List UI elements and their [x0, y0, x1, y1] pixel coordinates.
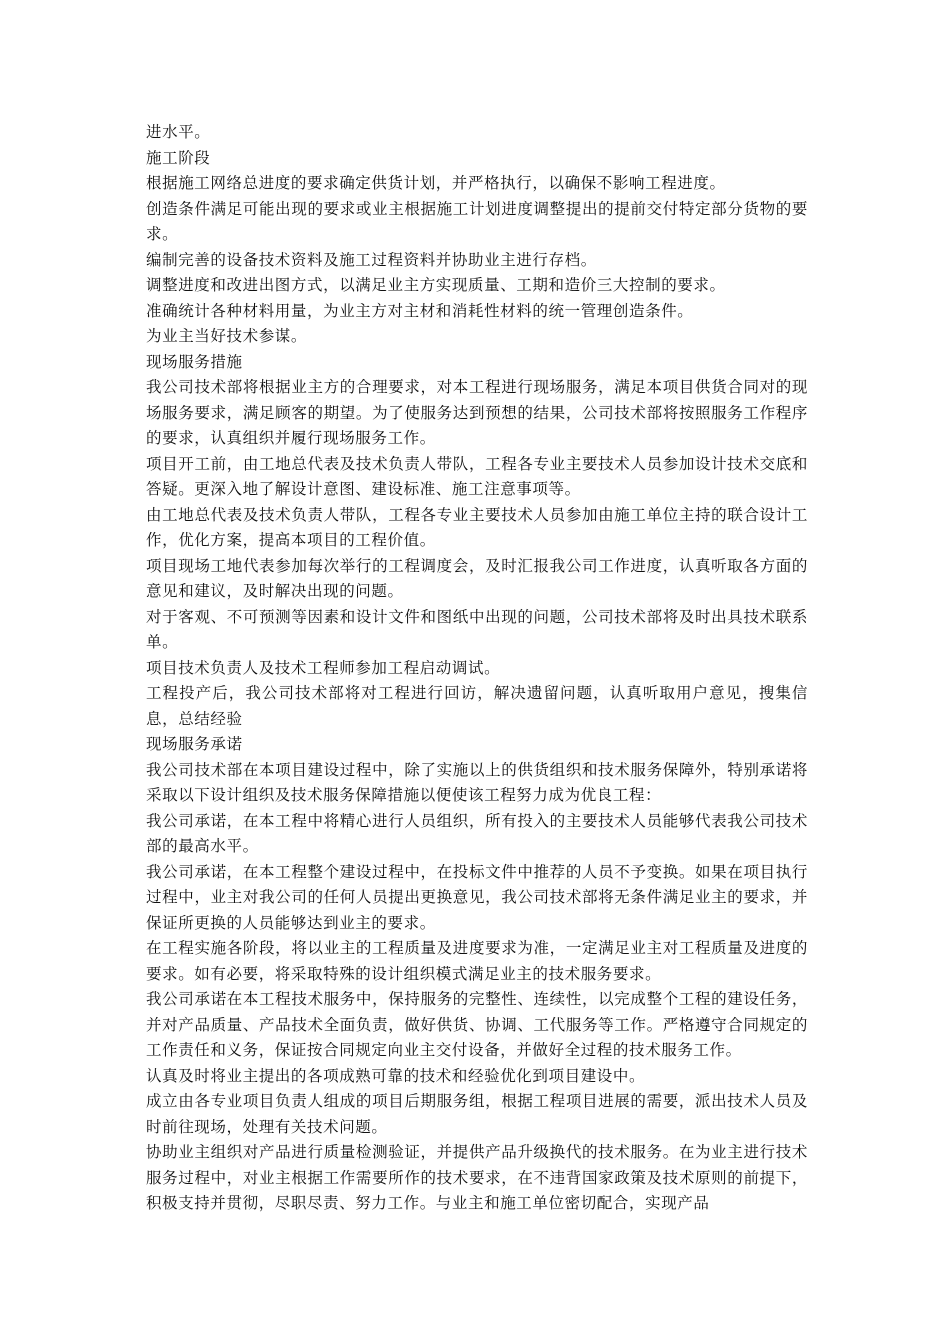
paragraph: 我公司技术部在本项目建设过程中，除了实施以上的供货组织和技术服务保障外，特别承诺将采取以下设计组织及技术服务保障措施以便使该工程努力成为优良工程：: [146, 760, 808, 804]
paragraph: 准确统计各种材料用量，为业主方对主材和消耗性材料的统一管理创造条件。: [146, 301, 694, 320]
paragraph: 工程投产后，我公司技术部将对工程进行回访，解决遗留问题，认真听取用户意见，搜集信息，总结经验: [146, 684, 808, 728]
paragraph: 调整进度和改进出图方式，以满足业主方实现质量、工期和造价三大控制的要求。: [146, 276, 726, 294]
section-heading: 施工阶段: [146, 148, 211, 167]
paragraph: 我公司承诺，在本工程中将精心进行人员组织，所有投入的主要技术人员能够代表我公司技术部的最高水平。: [146, 811, 808, 855]
paragraph: 认真及时将业主提出的各项成熟可靠的技术和经验优化到项目建设中。: [146, 1066, 646, 1085]
paragraph: 在工程实施各阶段，将以业主的工程质量及进度要求为准，一定满足业主对工程质量及进度的要求。如有必要，将采取特殊的设计组织模式满足业主的技术服务要求。: [146, 939, 808, 983]
paragraph: 编制完善的设备技术资料及施工过程资料并协助业主进行存档。: [146, 250, 597, 269]
paragraph: 我公司承诺在本工程技术服务中，保持服务的完整性、连续性，以完成整个工程的建设任务，并对产品质量、产品技术全面负责，做好供货、协调、工代服务等工作。严格遵守合同规定的工作责任和义务，保证按合同规定向业主交付设备，并做好全过程的技术服务工作。: [146, 990, 808, 1059]
section-heading: 现场服务措施: [146, 352, 243, 371]
paragraph: 我公司技术部将根据业主方的合理要求，对本工程进行现场服务，满足本项目供货合同对的现场服务要求，满足顾客的期望。为了使服务达到预想的结果，公司技术部将按照服务工作程序的要求，认真组织并履行现场服务工作。: [146, 378, 808, 447]
paragraph: 项目现场工地代表参加每次举行的工程调度会，及时汇报我公司工作进度，认真听取各方面的意见和建议，及时解决出现的问题。: [146, 556, 808, 600]
paragraph: 项目开工前，由工地总代表及技术负责人带队，工程各专业主要技术人员参加设计技术交底和答疑。更深入地了解设计意图、建设标准、施工注意事项等。: [146, 454, 808, 498]
paragraph: 创造条件满足可能出现的要求或业主根据施工计划进度调整提出的提前交付特定部分货物的要求。: [146, 199, 808, 243]
section-heading: 现场服务承诺: [146, 735, 243, 753]
paragraph: 协助业主组织对产品进行质量检测验证，并提供产品升级换代的技术服务。在为业主进行技术服务过程中，对业主根据工作需要所作的技术要求，在不违背国家政策及技术原则的前提下，积极支持并贯彻，尽职尽责、努力工作。与业主和施工单位密切配合，实现产品: [146, 1143, 808, 1212]
paragraph: 为业主当好技术参谋。: [146, 327, 308, 345]
document-page: [146, 120, 808, 1217]
paragraph: 根据施工网络总进度的要求确定供货计划，并严格执行，以确保不影响工程进度。: [146, 174, 726, 192]
paragraph: 由工地总代表及技术负责人带队，工程各专业主要技术人员参加由施工单位主持的联合设计工作，优化方案，提高本项目的工程价值。: [146, 505, 808, 549]
paragraph: 成立由各专业项目负责人组成的项目后期服务组，根据工程项目进展的需要，派出技术人员及时前往现场，处理有关技术问题。: [146, 1092, 808, 1136]
paragraph: 进水平。: [146, 123, 211, 141]
paragraph: 我公司承诺，在本工程整个建设过程中，在投标文件中推荐的人员不予变换。如果在项目执行过程中，业主对我公司的任何人员提出更换意见，我公司技术部将无条件满足业主的要求，并保证所更换的人员能够达到业主的要求。: [146, 862, 808, 932]
paragraph: 对于客观、不可预测等因素和设计文件和图纸中出现的问题，公司技术部将及时出具技术联系单。: [146, 607, 808, 651]
paragraph: 项目技术负责人及技术工程师参加工程启动调试。: [146, 658, 501, 677]
